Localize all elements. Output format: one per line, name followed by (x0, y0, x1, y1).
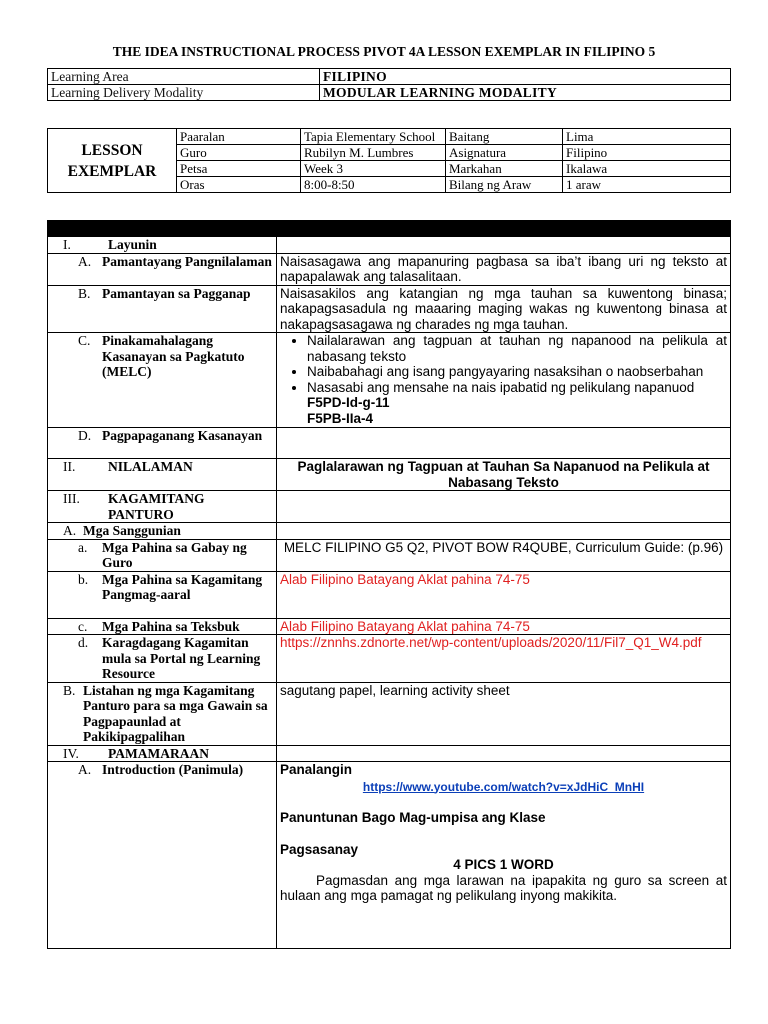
info-value: Rubilyn M. Lumbres (301, 145, 446, 161)
four-pics-heading: 4 PICS 1 WORD (453, 857, 554, 872)
row-label: Listahan ng mga Kagamitang Panturo para sa mga Gawain sa Pagpapaunlad at Pakikipagpalihan (83, 682, 268, 744)
info-table (47, 128, 731, 193)
row-pamantayang-pangnilalaman: A. Pamantayang Pangnilalaman (48, 253, 277, 285)
karagdagang-kagamitan-link[interactable]: https://znnhs.zdnorte.net/wp-content/uploads/2020/11/Fil7_Q1_W4.pdf (277, 635, 731, 683)
melc-content (277, 333, 731, 428)
pamantayan-sa-pagganap-text: Naisasakilos ang katangian ng mga tauhan sa kuwentong binasa; nakapagsasadula ng maaaring maging wakas ng kuwentong binasa at nakapagsasagawa ng charades ng mga tauhan. (277, 285, 731, 333)
row-karagdagang-kagamitan: d. Karagdagang Kagamitan mula sa Portal ng Learning Resource (48, 635, 277, 683)
row-label: Karagdagang Kagamitan mula sa Portal ng Learning Resource (102, 635, 261, 681)
teksbuk-text: Alab Filipino Batayang Aklat pahina 74-75 (277, 618, 731, 635)
pagsasanay-heading: Pagsasanay (280, 841, 359, 857)
section-nilalaman: II. NILALAMAN (48, 459, 277, 491)
section-layunin (48, 237, 277, 254)
document-title: THE IDEA INSTRUCTIONAL PROCESS PIVOT 4A LESSON EXEMPLAR IN FILIPINO 5 (112, 44, 656, 59)
modality-value: MODULAR LEARNING MODALITY (320, 85, 731, 101)
listahan-ng-kagamitan-text: sagutang papel, learning activity sheet (277, 682, 731, 745)
row-kagamitang-pangmag-aaral: b. Mga Pahina sa Kagamitang Pangmag-aaral (48, 571, 277, 618)
melc-code: F5PD-Id-g-11 (307, 395, 390, 410)
info-key: Markahan (446, 161, 563, 177)
lesson-exemplar-badge: LESSON EXEMPLAR (48, 129, 177, 193)
row-label: Introduction (Panimula) (102, 762, 244, 777)
row-label: Pamantayan sa Pagganap (102, 285, 251, 301)
info-key: Asignatura (446, 145, 563, 161)
section-label: Layunin (108, 237, 157, 252)
info-value: Ikalawa (563, 161, 731, 177)
section-number: I. (63, 237, 71, 252)
section-label: PAMAMARAAN (108, 745, 209, 761)
melc-bullet: • Naibabahagi ang isang pangyayaring nasaksihan o naobserbahan (307, 364, 727, 380)
kagamitang-pangmag-aaral-text: Alab Filipino Batayang Aklat pahina 74-75 (277, 571, 731, 618)
row-melc: C. Pinakamahalagang Kasanayan sa Pagkatuto (MELC) (48, 333, 277, 428)
info-key: Oras (177, 177, 301, 193)
section-label: NILALAMAN (108, 459, 193, 474)
info-value: Tapia Elementary School (301, 129, 446, 145)
row-label: Pamantayang Pangnilalaman (102, 253, 272, 269)
learning-area-value: FILIPINO (320, 69, 731, 85)
row-introduction: A. Introduction (Panimula) (48, 762, 277, 949)
info-key: Paaralan (177, 129, 301, 145)
row-pagpapaganang-kasanayan: D. Pagpapaganang Kasanayan (48, 428, 277, 459)
section-label: KAGAMITANG PANTURO (108, 491, 205, 522)
row-label: Mga Pahina sa Kagamitang Pangmag-aaral (102, 571, 263, 602)
pamantayang-pangnilalaman-text: Naisasagawa ang mapanuring pagbasa sa iba’t ibang uri ng teksto at napapalawak ang talasalitaan. (277, 253, 731, 285)
info-value: Week 3 (301, 161, 446, 177)
row-label: Mga Pahina sa Teksbuk (102, 618, 240, 634)
info-value: Lima (563, 129, 731, 145)
info-key: Baitang (446, 129, 563, 145)
panalangin-heading: Panalangin (280, 762, 353, 777)
row-mga-sanggunian: A. Mga Sanggunian (48, 523, 277, 540)
gabay-ng-guro-text: MELC FILIPINO G5 Q2, PIVOT BOW R4QUBE, Curriculum Guide: (p.96) (277, 539, 731, 571)
row-teksbuk: c. Mga Pahina sa Teksbuk (48, 618, 277, 635)
melc-bullet: • Nasasabi ang mensahe na nais ipabatid ng pelikulang napanuod (307, 380, 727, 396)
row-label: Pinakamahalagang Kasanayan sa Pagkatuto (MELC) (102, 333, 245, 379)
nilalaman-text: Paglalarawan ng Tagpuan at Tauhan Sa Napanuod na Pelikula at Nabasang Teksto (277, 459, 731, 491)
black-header-bar (48, 221, 731, 237)
modality-label: Learning Delivery Modality (48, 85, 320, 101)
info-key: Bilang ng Araw (446, 177, 563, 193)
section-pamamaraan: IV. PAMAMARAAN (48, 745, 277, 762)
info-key: Petsa (177, 161, 301, 177)
learning-area-label: Learning Area (48, 69, 320, 85)
row-label: Mga Pahina sa Gabay ng Guro (102, 539, 247, 570)
info-value: Filipino (563, 145, 731, 161)
info-value: 1 araw (563, 177, 731, 193)
info-key: Guro (177, 145, 301, 161)
introduction-content (277, 762, 731, 949)
youtube-link[interactable]: https://www.youtube.com/watch?v=xJdHiC_MnHI (362, 779, 645, 794)
row-listahan-ng-kagamitan: B. Listahan ng mga Kagamitang Panturo para sa mga Gawain sa Pagpapaunlad at Pakikipagpalihan (48, 682, 277, 745)
row-pamantayan-sa-pagganap: B. Pamantayan sa Pagganap (48, 285, 277, 333)
panuntunan-heading: Panuntunan Bago Mag-umpisa ang Klase (280, 810, 546, 825)
pagsasanay-instructions: Pagmasdan ang mga larawan na ipapakita ng guro sa screen at hulaan ang mga pamagat ng pelikulang inyong makikita. (280, 872, 727, 903)
melc-bullet: • Nailalarawan ang tagpuan at tauhan ng napanood na pelikula at nabasang teksto (307, 333, 727, 364)
info-value: 8:00-8:50 (301, 177, 446, 193)
melc-code: F5PB-IIa-4 (307, 410, 374, 426)
row-label: Pagpapaganang Kasanayan (102, 428, 263, 443)
section-kagamitang-panturo: III. KAGAMITANG PANTURO (48, 491, 277, 523)
lesson-plan-table (47, 220, 731, 949)
row-gabay-ng-guro: a. Mga Pahina sa Gabay ng Guro (48, 539, 277, 571)
row-label: Mga Sanggunian (83, 523, 181, 538)
header-table (47, 68, 731, 101)
